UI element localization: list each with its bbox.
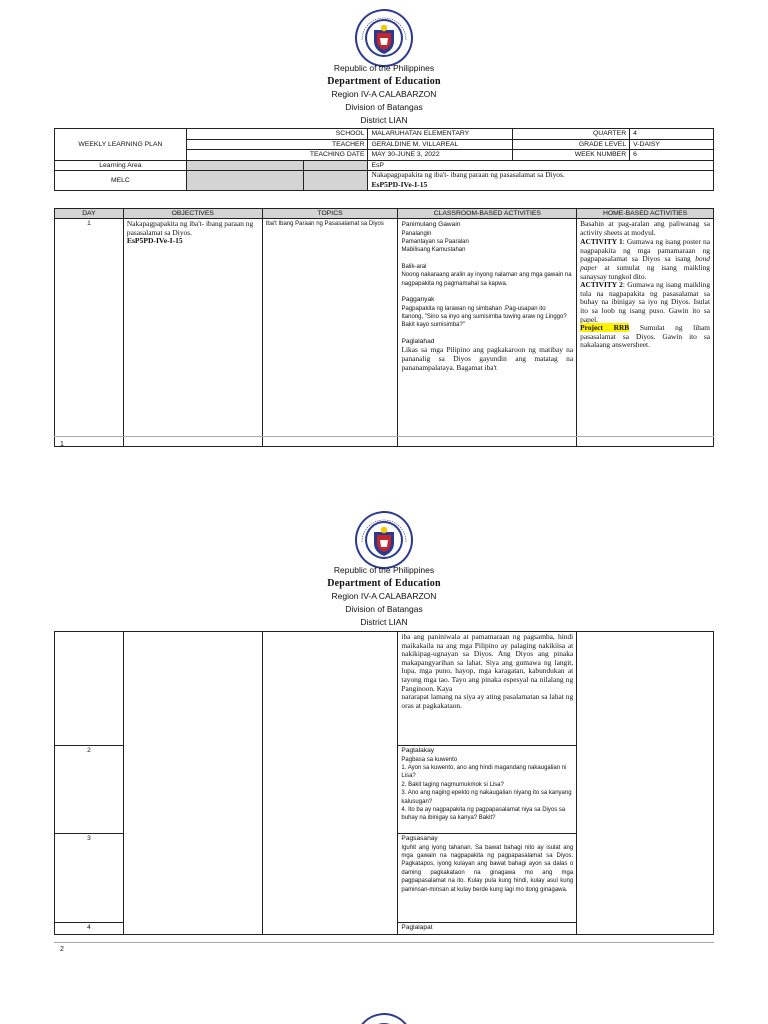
week-label: WEEK NUMBER	[513, 150, 630, 161]
region-line-2: Region IV-A CALABARZON	[331, 591, 437, 601]
grade-value: V-DAISY	[630, 139, 714, 150]
teacher-value: GERALDINE M. VILLAREAL	[368, 139, 513, 150]
division-line: Division of Batangas	[345, 102, 423, 112]
republic-line: Republic of the Philippines	[333, 63, 435, 73]
department-line: Department of Education	[327, 76, 441, 87]
question-4: 4. Ito ba ay nagpapakita ng pagpapasalamat niya sa Diyos sa buhay na ibinigay sa kanya? Bakit?	[401, 807, 566, 822]
page-number-1: 1	[60, 441, 64, 448]
teacher-label: TEACHER	[186, 139, 368, 150]
paglalahad-text: Likas sa mga Pilipino ang pagkakaroon ng matibay na pananalig sa Diyos gayundin ang matatag na pananampalataya. Bagamat iba't	[401, 345, 574, 372]
intro-line-1: Panimulang Gawain	[401, 221, 461, 228]
date-value: MAY 30-JUNE 3, 2022	[368, 150, 513, 161]
plan-title: WEEKLY LEARNING PLAN	[55, 129, 187, 161]
pagganyak-text-1: Pagpapakita ng larawan ng simbahan .Pag-usapan ito	[401, 305, 546, 312]
intro-line-3: Pamantayan sa Paaralan	[401, 239, 469, 245]
activity-1-label: ACTIVITY 1	[580, 237, 623, 247]
activity-1-em: bond paper	[580, 254, 710, 272]
page-number-2: 2	[60, 946, 64, 953]
question-3: 3. Ano ang naging epekto ng nakaugalian niyang ito sa kanyang kalusugan?	[401, 790, 572, 805]
grade-label: GRADE LEVEL	[513, 139, 630, 150]
pagsasanay-text: Iguhit ang iyong tahanan. Sa bawat bahagi nito ay isulat ang mga gawain na nagpapakita ng pagpapasalamat sa Diyos. Pagkatapos, iyong kulayan ang bawat bahagi ayon sa dalas o daming pagkakataon na ginagawa mo ang mga pagpapasalamat na ito. Kulay pula kung hindi, kulay asul kung paminsan-minsan at kulay berde kung lagi mo itong ginagawa.	[401, 844, 574, 893]
pagtalakay-title: Pagtalakay	[401, 747, 435, 754]
division-line-2: Division of Batangas	[345, 604, 423, 614]
objective-text: Nakapagpapakita ng iba't- ibang paraan ng pasasalamat sa Diyos.	[126, 219, 254, 237]
school-value: MALARUHATAN ELEMENTARY	[368, 129, 513, 140]
objective-code: EsP5PD-IVe-I-15	[126, 236, 183, 246]
balik-title: Balik-aral	[401, 263, 427, 270]
pagganyak-title: Pagganyak	[401, 296, 435, 304]
question-1: 1. Ayon sa kuwento, ano ang hindi magandang nakaugalian ni Lisa?	[401, 765, 567, 780]
day-3: 3	[55, 834, 124, 923]
week-value: 6	[630, 150, 714, 161]
district-line: District LIAN	[360, 115, 408, 125]
school-label: SCHOOL	[186, 129, 368, 140]
home-activities	[577, 219, 714, 447]
paglalahad-continued: iba ang paniniwala at pamamaraan ng pagsamba, hindi maikakaila na ang mga Pilipino ay palaging nakikiisa at nakikipag-ugnayan sa Diyos. Ang Diyos ang pinaka makapangyarihan sa lahat. Siya ang gumawa ng langit, lupa, mga puno, hayop, mga karagatan, kabundukan at tayong mga tao. Tayo ang pinaka espesyal na nilalang ng Panginoon. Kaya	[401, 632, 574, 693]
pagganyak-text-2: Itanong, "Sino sa inyo ang sumisimba tuwing araw ng Linggo? Bakit kayo sumisimba?"	[401, 314, 567, 329]
region-line: Region IV-A CALABARZON	[331, 89, 437, 99]
activity-1-text: : Gumawa ng isang poster na nagpapakita ng mga pamamaraan ng pagpapasalamat sa Diyos sa isang	[580, 237, 710, 264]
department-line-2: Department of Education	[327, 578, 441, 589]
project-rrb-label: Project RRB	[580, 323, 630, 333]
area-label: Learning Area	[55, 160, 187, 171]
balik-text: Noong nakaraang aralin ay inyong nalaman ang mga gawain na nagpapakita ng pagmamahal sa kapwa.	[401, 272, 572, 287]
day-1: 1	[55, 219, 124, 447]
intro-line-4: Mabilisang Kamustahan	[401, 247, 466, 254]
melc-label: MELC	[55, 171, 187, 191]
page-rule-2	[54, 942, 714, 943]
col-objectives: OBJECTIVES	[123, 209, 262, 219]
deped-seal-icon	[354, 8, 414, 68]
meta-table	[54, 128, 714, 191]
melc-text: Nakapagpapakita ng iba't- ibang paraan ng pasasalamat sa Diyos.	[371, 170, 565, 179]
home-intro: Basahin at pag-aralan ang paliwanag sa activity sheets at modyul.	[580, 219, 710, 237]
intro-line-2: Panalangin	[401, 230, 432, 237]
col-topics: TOPICS	[262, 209, 398, 219]
district-line-2: District LIAN	[360, 617, 408, 627]
paglalapat-title: Paglalapat	[398, 923, 577, 935]
question-2: 2. Bakit laging nagmumukmok si Lisa?	[401, 781, 504, 788]
day-4: 4	[55, 923, 124, 935]
project-rrb-text: Sumulat ng liham pasasalamat sa Diyos. Gawin ito sa nakalaang answersheet.	[580, 323, 710, 350]
melc-code: EsP5PD-IVe-I-15	[371, 179, 428, 189]
activity-2-label: ACTIVITY 2	[580, 280, 623, 290]
deped-seal-icon-3	[354, 1012, 414, 1024]
plan-table-page1	[54, 208, 714, 447]
date-label: TEACHING DATE	[186, 150, 368, 161]
plan-table-page2	[54, 631, 714, 935]
pagtalakay-sub: Pagbasa sa kuwento	[401, 756, 458, 763]
pagsasanay-title: Pagsasanay	[401, 835, 438, 842]
page-rule-1	[54, 436, 714, 437]
topic-text: Iba't Ibang Paraan ng Pasasalamat sa Diyos	[262, 219, 398, 447]
area-value: EsP	[368, 160, 714, 171]
activity-2-text: : Gumawa ng isang maikling tula na nagpapakita ng pasasalamat sa buhay na ibinigay sa iyo ng Diyos. Isulat ito sa loob ng isang puso. Gawin ito sa papel.	[580, 280, 711, 324]
quarter-value: 4	[630, 129, 714, 140]
quarter-label: QUARTER	[513, 129, 630, 140]
col-home: HOME-BASED ACTIVITIES	[577, 209, 714, 219]
paglalahad-continued-2: nararapat lamang na siya ay ating pasalamatan sa lahat ng oras at pagkakataon.	[401, 692, 574, 710]
day-2: 2	[55, 746, 124, 834]
col-day: DAY	[55, 209, 124, 219]
deped-seal-icon-2	[354, 510, 414, 570]
republic-line-2: Republic of the Philippines	[333, 565, 435, 575]
paglalahad-title: Paglalahad	[401, 337, 435, 345]
activity-1-text-2: at sumulat ng isang maikling sanaysay tungkol dito.	[580, 262, 710, 281]
col-classroom: CLASSROOM-BASED ACTIVITIES	[398, 209, 577, 219]
